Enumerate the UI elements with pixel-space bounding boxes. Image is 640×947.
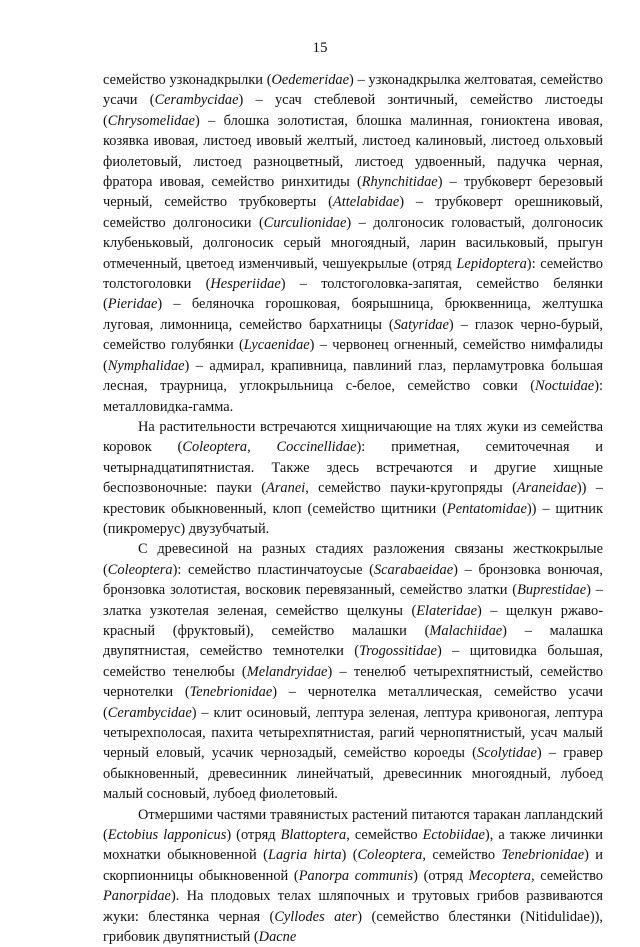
text-run: семейство узконадкрылки ( [103, 72, 272, 88]
latin-name: Curculionidae [263, 214, 347, 231]
latin-name: Tenebrionidae [501, 847, 585, 864]
text-run: ): металловидка-гамма. [103, 378, 603, 415]
text-run: ) – бронзовка вонючая, бронзовка золотистая, восковик перевязанный, семейство златки ( [103, 561, 603, 599]
latin-name: Aranei [266, 480, 306, 497]
text-run: ) – глазок черно-бурый, семейство голубянки ( [103, 316, 603, 354]
latin-name: Oedemeridae [271, 72, 350, 88]
latin-name: Ectobiidae [422, 827, 485, 844]
text-run: ) – малашка двупятнистая, семейство темнотелки ( [103, 622, 603, 660]
latin-name: Lycaenidae [243, 337, 310, 354]
latin-name: Melandryidae [246, 663, 328, 680]
text-run: С древесиной на разных стадиях разложения связаны жесткокрылые ( [103, 541, 603, 578]
paragraph [103, 417, 603, 539]
text-run: ), а также личинки мохнатки обыкновенной ( [103, 827, 603, 864]
text-run: , семейство [531, 867, 603, 884]
latin-name: Tenebrionidae [189, 684, 273, 701]
text-run: ) – червонец огненный, семейство нимфалиды ( [103, 337, 603, 374]
paragraph [103, 70, 603, 417]
paragraph [103, 805, 603, 947]
text-run: ). На плодовых телах шляпочных и трутовых грибов развиваются жуки: блестянка черная ( [103, 888, 603, 925]
text-run: Отмершими частями травянистых растений питаются таракан лапландский ( [103, 806, 603, 844]
text-run: ) – трубковерт березовый черный, семейство трубковерты ( [103, 174, 603, 211]
text-run: )) – крестовик обыкновенный, клоп (семейство щитники ( [103, 480, 603, 517]
text-run: ) – гравер обыкновенный, древесинник линейчатый, древесинник многоядный, лубоед малый сосновый, лубоед фиолетовый. [103, 745, 603, 803]
text-run: ) – чернотелка металлическая, семейство усачи ( [103, 684, 604, 721]
latin-name: Coleoptera, Coccinellidae [182, 439, 357, 456]
text-run: ) – беляночка горошковая, боярышница, брюквенница, желтушка луговая, лимонница, семейство бархатницы ( [103, 296, 603, 333]
latin-name: Pieridae [107, 296, 158, 313]
text-run: ) (отряд [413, 867, 469, 884]
text-run: , семейство [422, 847, 502, 864]
latin-name: Cyllodes ater [274, 908, 358, 925]
latin-name: Noctuidae [535, 378, 595, 395]
latin-name: Panorpa communis [298, 867, 414, 884]
text-run: ) – тенелюб четырехпятнистый, семейство чернотелки ( [103, 663, 603, 701]
latin-name: Panorpidae [103, 888, 171, 905]
text-run: ) ( [341, 847, 358, 864]
latin-name: Elateridae [416, 602, 477, 619]
latin-name: Cerambycidae [154, 92, 239, 109]
text-run: )) – щитник (пикромерус) двузубчатый. [103, 500, 603, 537]
latin-name: Pentatomidae [446, 500, 527, 517]
text-run: ) – блошка золотистая, блошка малинная, гониоктена ивовая, козявка ивовая, листоед ивовый желтый, листоед калиновый, листоед ольховый фиолетовый, листоед разноцветный, листоед удвоенный, падучка черная, фратора ивовая, семейство ринхитиды ( [103, 112, 603, 191]
text-run: ) – клит осиновый, лептура зеленая, лептура кривоногая, лептура четырехполосая, пахита четырехпятнистая, рагий чернопятнистый, усач малый черный еловый, усачик чернозадый, семейство короеды ( [103, 704, 603, 762]
text-run: ): семейство толстоголовки ( [103, 255, 603, 293]
latin-name: Scolytidae [476, 745, 537, 762]
latin-name: Lepidoptera [456, 255, 527, 272]
text-run: ): приметная, семиточечная и четырнадцатипятнистая. Также здесь встречаются и другие хищные беспозвоночные: пауки ( [103, 439, 603, 497]
latin-name: Dacne [258, 929, 297, 946]
latin-name: Rhynchitidae [361, 174, 438, 191]
text-run: ) и скорпионницы обыкновенной ( [103, 847, 604, 884]
text-run: ) – толстоголовка-запятая, семейство белянки ( [103, 276, 603, 313]
latin-name: Trogossitidae [359, 643, 437, 660]
latin-name: Coleoptera [357, 847, 423, 864]
text-run: ) – долгоносик головастый, долгоносик клубеньковый, долгоносик серый многоядный, ларин васильковый, прыгун отмеченный, цветоед изменчивый, чешуекрылые (отряд [103, 214, 603, 272]
latin-name: Chrysomelidae [107, 112, 195, 129]
page-number: 15 [312, 40, 328, 56]
latin-name: Coleoptera [107, 561, 173, 578]
latin-name: Araneidae [516, 480, 577, 497]
latin-name: Nymphalidae [107, 357, 185, 374]
latin-name: Scarabaeidae [373, 561, 454, 578]
latin-name: Mecoptera [468, 867, 532, 884]
latin-name: Lagria hirta [267, 847, 342, 864]
text-run: ) – щелкун ржаво-красный (фруктовый), семейство малашки ( [103, 602, 603, 639]
latin-name: Ectobius lapponicus [107, 827, 227, 844]
text-run: ) – щитовидка большая, семейство тенелюбы ( [103, 643, 603, 680]
text-run: На растительности встречаются хищничающие на тлях жуки из семейства коровок ( [103, 418, 603, 456]
text-run: ) – адмирал, крапивница, павлиний глаз, перламутровка большая лесная, траурница, углокрыльница с-белое, семейство совки ( [103, 357, 603, 395]
latin-name: Attelabidae [332, 194, 400, 211]
text-run: ) – узконадкрылка желтоватая, семейство усачи ( [103, 72, 603, 109]
latin-name: Buprestidae [517, 582, 587, 599]
body-text [103, 70, 603, 947]
latin-name: Malachiidae [429, 622, 503, 639]
paragraph [103, 539, 603, 804]
text-run: ) – усач стеблевой зонтичный, семейство листоеды ( [103, 92, 603, 129]
text-run: ): семейство пластинчатоусые ( [172, 561, 374, 578]
text-run: , семейство пауки-кругопряды ( [305, 480, 517, 497]
text-run: , семейство [346, 827, 423, 844]
text-run: ) (отряд [226, 827, 281, 844]
latin-name: Hesperiidae [210, 276, 281, 293]
text-run: ) (семейство блестянки (Nitidulidae)), грибовик двупятнистый ( [103, 908, 603, 946]
latin-name: Satyridae [393, 316, 449, 333]
latin-name: Blattoptera [280, 827, 347, 844]
text-run: ) – трубковерт орешниковый, семейство долгоносики ( [103, 194, 603, 231]
latin-name: Cerambycidae [107, 704, 192, 721]
text-run: ) – златка узкотелая зеленая, семейство щелкуны ( [103, 582, 603, 619]
